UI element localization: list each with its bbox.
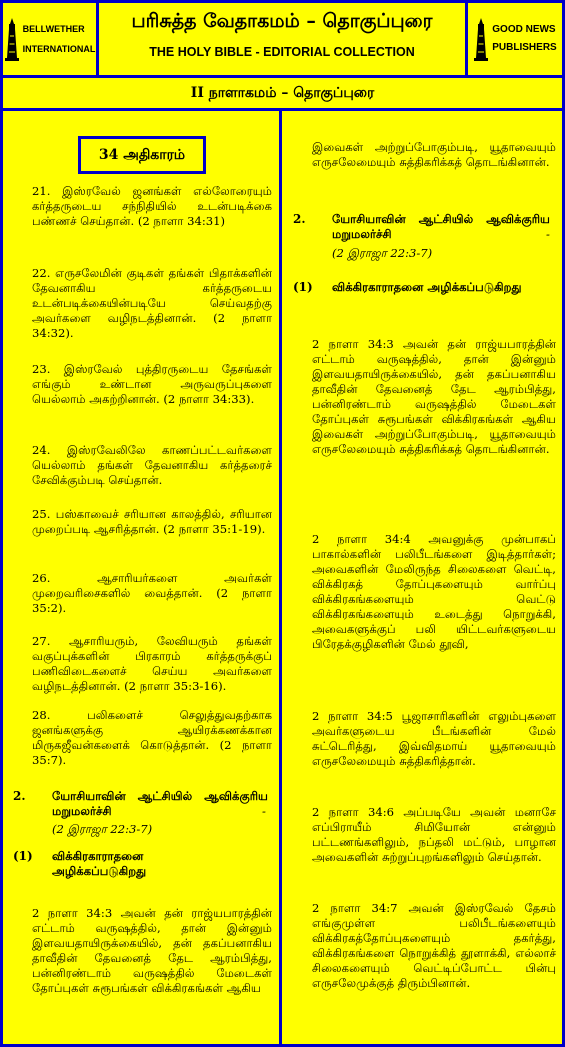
- section-number: 2.: [293, 212, 306, 226]
- subsection-title: விக்கிரகாராதனை அழிக்கப்படுகிறது: [52, 849, 147, 878]
- book-subheader: [3, 78, 562, 108]
- chapter-label: 34 அதிகாரம்: [78, 136, 206, 174]
- logo-line-1: GOOD NEWS: [492, 24, 556, 35]
- section-reference: (2 இராஜா 22:3-7): [332, 246, 433, 260]
- verse-item: 21. இஸ்ரவேல் ஜனங்கள் எல்லோரையும் கர்த்தருடைய சந்நிதியில் உடன்படிக்கை பண்ணச் செய்தான். (2 நாளா 34:31): [32, 184, 272, 228]
- verse-item: 27. ஆசாரியரும், லேவியரும் தங்கள் வகுப்புக்களின் பிரகாரம் கர்த்தருக்குப் பணிவிடைகளைச் செய்ய அவர்களை வழிநடத்தினான். (2 நாளா 35:3-16).: [32, 634, 272, 693]
- scripture-paragraph: 2 நாளா 34:3 அவன் தன் ராஜ்யபாரத்தின் எட்டாம் வருஷத்தில், தான் இன்னும் இளவயதாயிருக்கையில், தன் தகப்பனாகிய தாவீதின் தேவனைத் தேட ஆரம்பித்து, பன்னிரண்டாம் வருஷத்தில் மேடைகள் தோப்புகள் சுரூபங்கள் விக்கிரகங்கள் ஆகிய: [32, 906, 272, 995]
- subheader-text: II நாளாகமம் – தொகுப்புரை: [190, 85, 375, 101]
- page-title-tamil: பரிசுத்த வேதாகமம் – தொகுப்புரை: [131, 10, 433, 32]
- section-title: யோசியாவின் ஆட்சியில் ஆவிக்குரிய மறுமலர்ச்சி: [332, 212, 550, 241]
- section-number: 2.: [13, 789, 26, 803]
- verse-item: 25. பஸ்காவைச் சரியான காலத்தில், சரியான முறைப்படி ஆசரித்தான். (2 நாளா 35:1-19).: [32, 507, 272, 536]
- scripture-paragraph: 2 நாளா 34:3 அவன் தன் ராஜ்யபாரத்தின் எட்டாம் வருஷத்தில், தான் இன்னும் இளவயதாயிருக்கையில், தன் தகப்பனாகிய தாவீதின் தேவனைத் தேட ஆரம்பித்து, பன்னிரண்டாம் வருஷத்தில் மேடைகள் தோப்புகள் சுரூபங்கள் விக்கிரகங்கள் ஆகிய இவைகள் அற்றுப்போகும்படி, யூதாவையும் எருசலேமையும் சுத்திகரிக்கத் தொடங்கினான்.: [312, 337, 556, 456]
- lighthouse-icon: [4, 16, 20, 62]
- logo-line-2: INTERNATIONAL: [22, 44, 96, 54]
- logo-line-2: PUBLISHERS: [492, 42, 557, 53]
- section-title: யோசியாவின் ஆட்சியில் ஆவிக்குரிய மறுமலர்ச்சி: [52, 789, 268, 818]
- lighthouse-icon: [473, 16, 489, 62]
- section-dash: -: [546, 227, 550, 241]
- verse-item: 28. பலிகளைச் செலுத்துவதற்காக ஜனங்களுக்கு ஆயிரக்கணக்கான மிருகஜீவன்களைக் கொடுத்தான். (2 நாளா 35:7).: [32, 708, 272, 767]
- header-title-box: [99, 3, 465, 75]
- logo-line-1: BELLWETHER: [22, 24, 85, 34]
- scripture-paragraph: 2 நாளா 34:7 அவன் இஸ்ரவேல் தேசம் எங்குமுள்ள பலிபீடங்களையும் விக்கிரகத்தோப்புகளையும் தகர்த்து, விக்கிரகங்களை நொறுக்கித் தூளாக்கி, எல்லாச் சிலைகளையும் வெட்டிப்போட்ட பின்பு எருசலேமுக்குத் திரும்பினான்.: [312, 901, 556, 990]
- subsection-title: விக்கிரகாராதனை அழிக்கப்படுகிறது: [332, 280, 522, 294]
- scripture-paragraph: 2 நாளா 34:4 அவனுக்கு முன்பாகப் பாகால்களின் பலிபீடங்களை இடித்தார்கள்; அவைகளின் மேலிருந்த சிலைகளை வெட்டி, விக்கிரகத் தோப்புகளையும் வார்ப்பு விக்கிரகங்களையும் வெட்டு விக்கிரகங்களையும் உடைத்து நொறுக்கி, அவைகளுக்குப் பலி யிட்டவர்களுடைய பிரேதக்குழிகளின் மேல் தூவி,: [312, 532, 556, 651]
- scripture-paragraph: 2 நாளா 34:6 அப்படியே அவன் மனாசே எப்பிராயீம் சிமியோன் என்னும் பட்டணங்களிலும், நப்தலி மட்டும், பாழான அவைகளின் சுற்றுப்புறங்களிலும் செய்தான்.: [312, 805, 556, 864]
- continued-paragraph: இவைகள் அற்றுப்போகும்படி, யூதாவையும் எருசலேமையும் சுத்திகரிக்கத் தொடங்கினான்.: [312, 140, 556, 169]
- subsection-number: (1): [13, 849, 33, 863]
- bellwether-logo: [3, 3, 96, 75]
- section-reference: (2 இராஜா 22:3-7): [52, 822, 153, 836]
- page-title-english: THE HOLY BIBLE - EDITORIAL COLLECTION: [149, 45, 415, 59]
- good-news-logo: [468, 3, 562, 75]
- verse-item: 24. இஸ்ரவேலிலே காணப்பட்டவர்களை யெல்லாம் தங்கள் தேவனாகிய கர்த்தரைச் சேவிக்கும்படி செய்தான்.: [32, 443, 272, 487]
- verse-item: 22. எருசலேமின் குடிகள் தங்கள் பிதாக்களின் தேவனாகிய கர்த்தருடைய உடன்படிக்கையின்படியே செய்வதற்கு அவர்களை வழிநடத்தினான். (2 நாளா 34:32).: [32, 266, 272, 340]
- scripture-paragraph: 2 நாளா 34:5 பூஜாசாரிகளின் எலும்புகளை அவர்களுடைய பீடங்களின் மேல் சுட்டெரித்து, இவ்விதமாய் யூதாவையும் எருசலேமையும் சுத்திகரித்தான்.: [312, 709, 556, 768]
- section-dash: -: [262, 804, 266, 818]
- verse-item: 23. இஸ்ரவேல் புத்திரருடைய தேசங்கள் எங்கும் உண்டான அருவருப்புகளை யெல்லாம் அகற்றினான். (2 நாளா 34:33).: [32, 362, 272, 406]
- subsection-number: (1): [293, 280, 313, 294]
- verse-item: 26. ஆசாரியர்களை அவர்கள் முறைவரிசைகளில் வைத்தான். (2 நாளா 35:2).: [32, 571, 272, 615]
